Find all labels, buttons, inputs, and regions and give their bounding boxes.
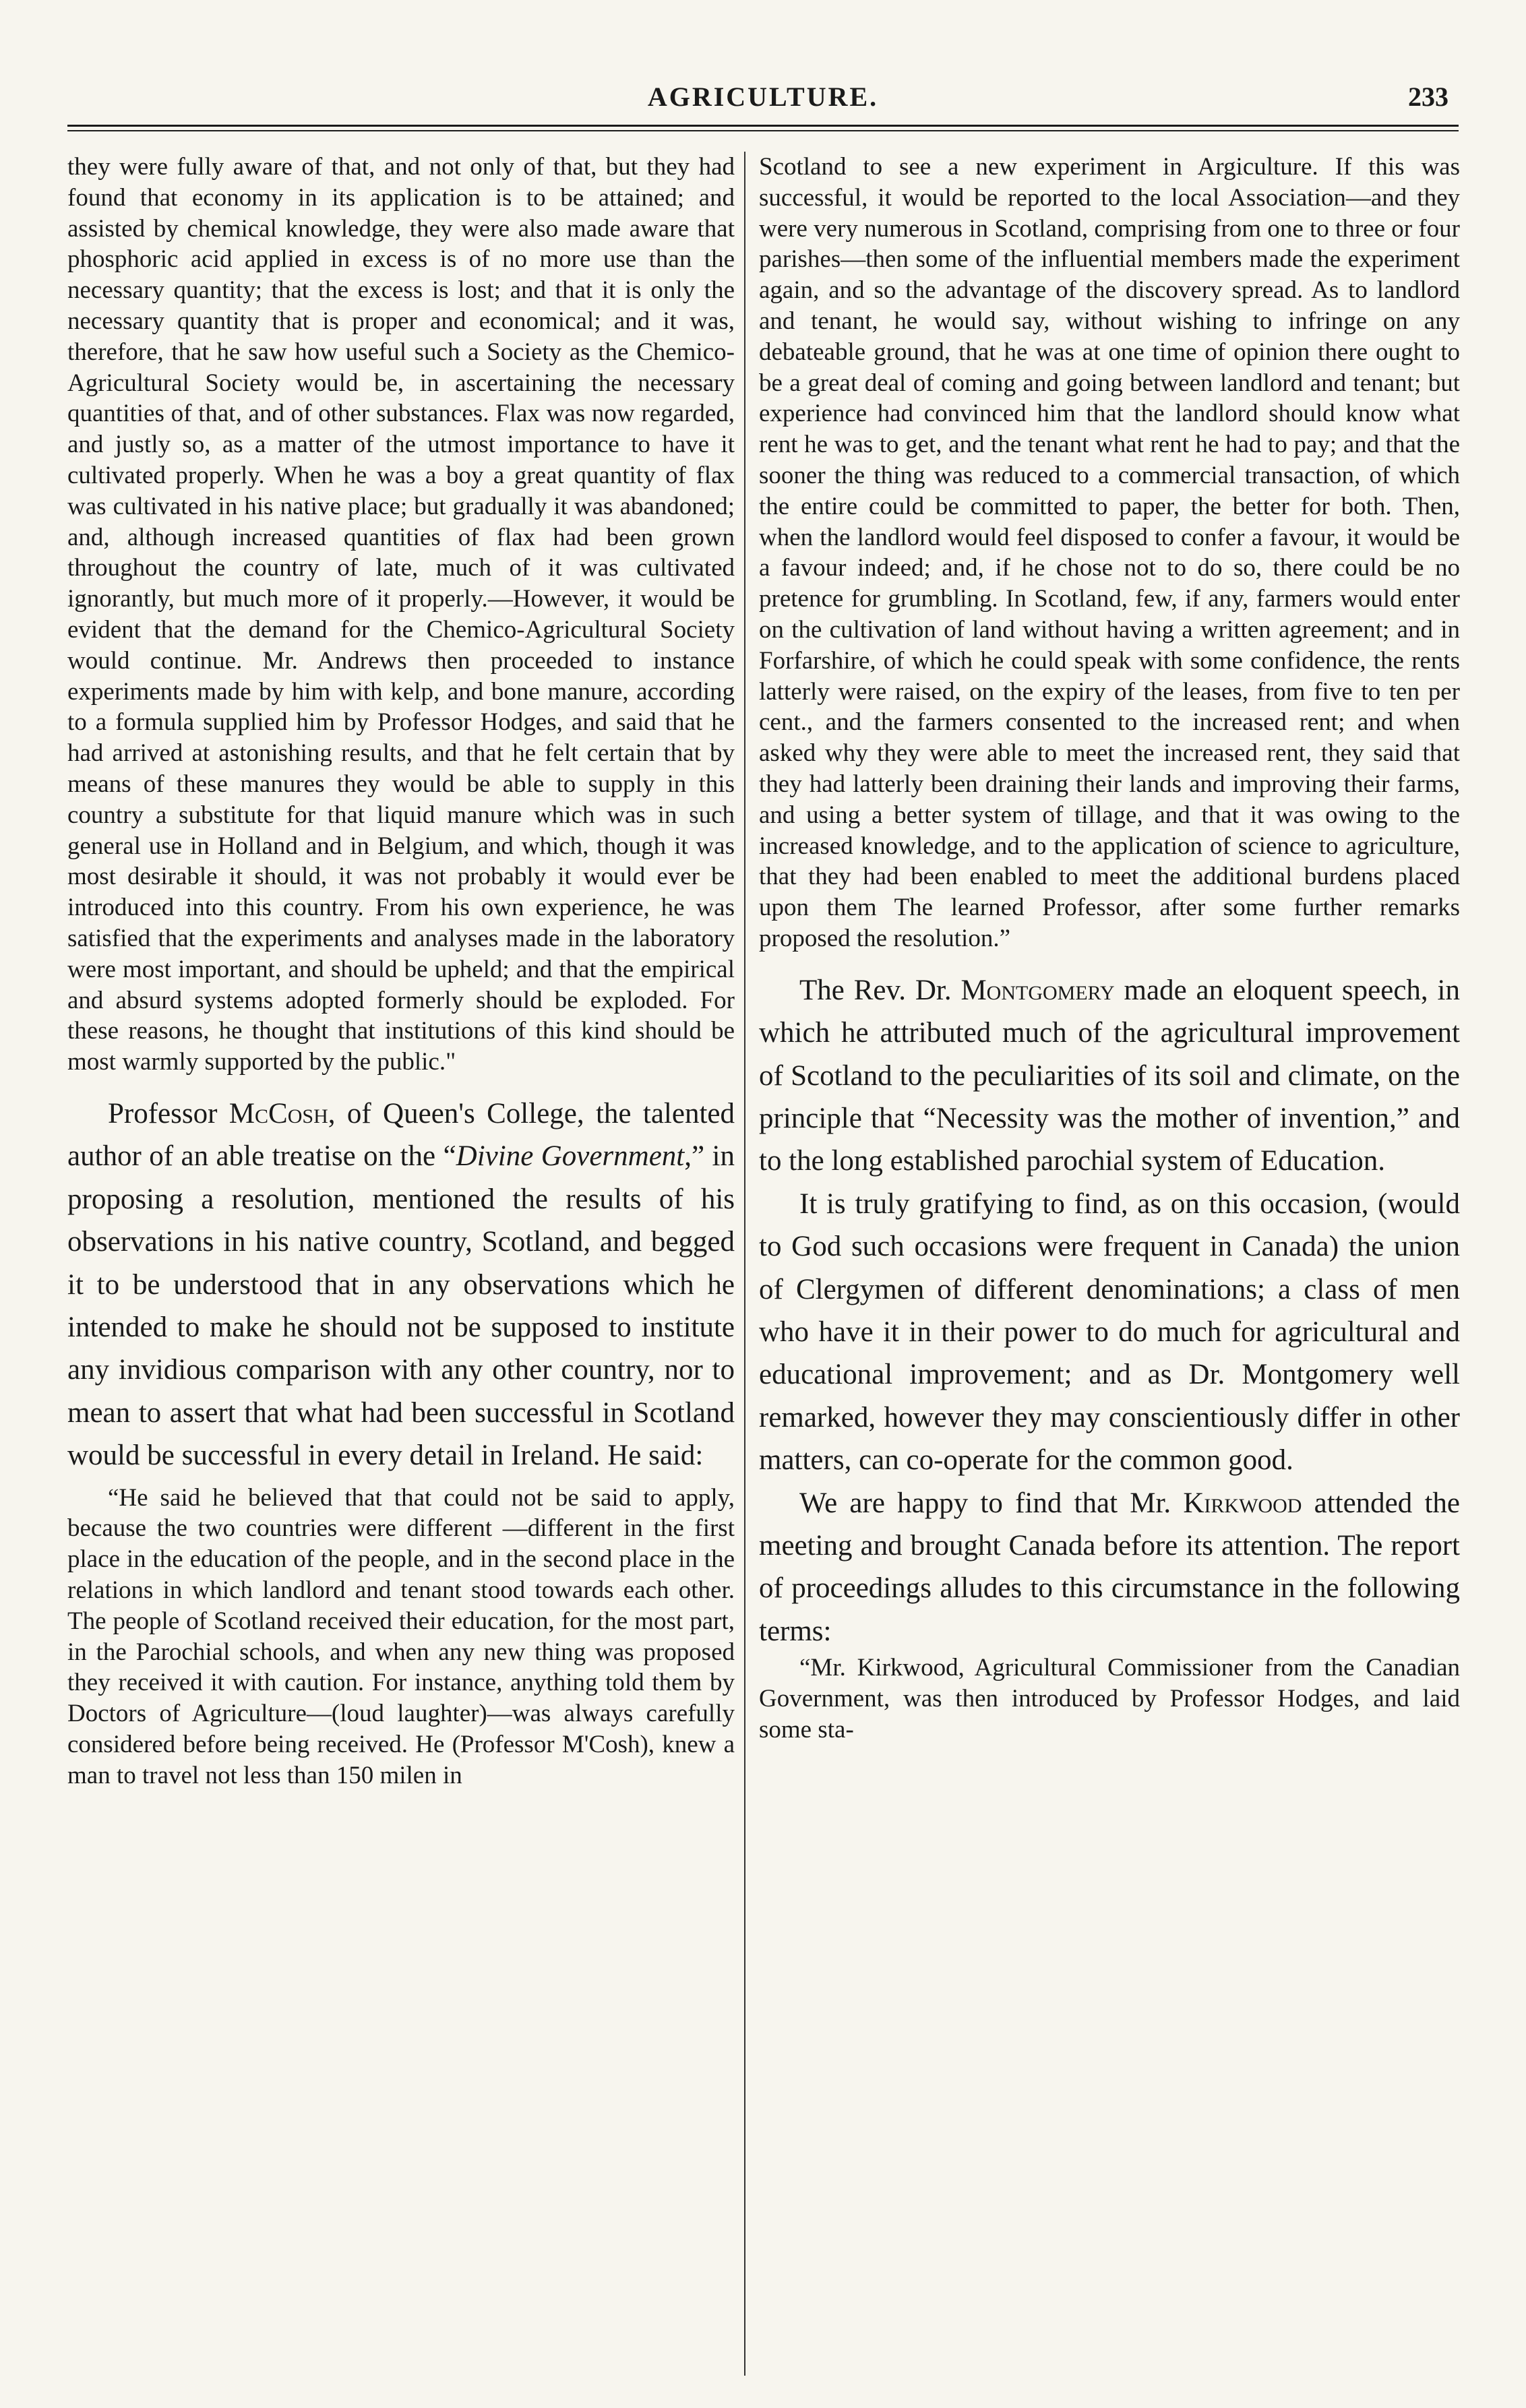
right-paragraph-5: “Mr. Kirkwood, Agricultural Commissioner from the Canadian Government, was then introduced by Professor Hodges, and laid some sta- (759, 1654, 1460, 1743)
left-column (67, 152, 735, 2386)
right-paragraph-4-start: We are happy to find that Mr. (799, 1487, 1184, 1519)
right-paragraph-4-end: attended the meeting and brought Canada before its attention. The report of proceedings alludes to this circumstance in the following terms: (759, 1487, 1460, 1647)
header-rule-top (67, 125, 1459, 127)
left-paragraph-2 (67, 1092, 735, 1477)
page-title: AGRICULTURE. (647, 82, 879, 112)
name-kirkwood: Kirkwood (1183, 1487, 1302, 1519)
column-divider (744, 152, 745, 2376)
right-column (759, 152, 1460, 2386)
running-header (67, 81, 1459, 121)
left-paragraph-3: “He said he believed that that could not be said to apply, because the two countries were different —different in the first place in the education of the people, and in the second place in the relations in which landlord and tenant stood towards each other. The people of Scotland received their education, for the most part, in the Parochial schools, and when any new thing was proposed they received it with caution. For instance, anything told them by Doctors of Agriculture—(loud laughter)—was always carefully considered before being received. He (Professor M'Cosh), knew a man to travel not less than 150 milen in (67, 1483, 735, 1789)
speaker-name-mccosh: McCosh (228, 1097, 328, 1130)
header-rule-bottom (67, 130, 1459, 131)
page-number: 233 (1408, 82, 1448, 112)
left-paragraph-2-mid: , of Queen's College, the talented author of an able treatise on the “ (67, 1097, 735, 1173)
right-paragraph-1: Scotland to see a new experiment in Argiculture. If this was successful, it would be reported to the local Association—and they were very numerous in Scotland, comprising from one to three or four parishes—then some of the influential members made the experiment again, and so the advantage of the discovery spread. As to landlord and tenant, he would say, without wishing to infringe on any debateable ground, that he was at one time of opinion there ought to be a great deal of coming and going between landlord and tenant; but experience had convinced him that the landlord should know what rent he was to get, and the tenant what rent he had to pay; and that the sooner the thing was reduced to a commercial transaction, of which the entire could be committed to paper, the better for both. Then, when the landlord would feel disposed to confer a favour, it would be a favour indeed; and, if he chose not to do so, there could be no pretence for grumbling. In Scotland, few, if any, farmers would enter on the cultivation of land without having a written agreement; and in Forfarshire, of which he could speak with some confidence, the rents latterly were raised, on the expiry of the leases, from five to ten per cent., and the farmers consented to the increased rent; and when asked why they were able to meet the increased rent, they said that they had latterly been draining their lands and improving their farms, and using a better system of tillage, and that it was owing to the increased knowledge, and to the application of science to agriculture, that they had been enabled to meet the additional burdens placed upon them The learned Professor, after some further remarks proposed the resolution.” (759, 153, 1460, 952)
right-paragraph-3: It is truly gratifying to find, as on this occasion, (would to God such occasions were frequent in Canada) the union of Clergymen of different denominations; a class of men who have it in their power to do much for agricultural and educational improvement; and as Dr. Montgomery well remarked, however they may conscientiously differ in other matters, can co-operate for the common good. (759, 1187, 1460, 1477)
right-paragraph-4 (759, 1482, 1460, 1653)
left-paragraph-2-start: Professor (108, 1097, 229, 1130)
right-paragraph-2-start: The Rev. Dr. (799, 974, 961, 1006)
left-paragraph-1: they were fully aware of that, and not only of that, but they had found that economy in its application is to be attained; and assisted by chemical knowledge, they were also made aware that phosphoric acid applied in excess is of no more use than the necessary quantity; that the excess is lost; and that it is only the necessary quantity that is proper and economical; and it was, therefore, that he saw how useful such a Society as the Chemico-Agricultural Society would be, in ascertaining the necessary quantities of that, and of other substances. Flax was now regarded, and justly so, as a matter of the utmost importance to have it cultivated properly. When he was a boy a great quantity of flax was cultivated in his native place; but gradually it was abandoned; and, although increased quantities of flax had been grown throughout the country of late, much of it was cultivated ignorantly, but much more of it properly.—However, it would be evident that the demand for the Chemico-Agricultural Society would continue. Mr. Andrews then proceeded to instance experiments made by him with kelp, and bone manure, according to a formula supplied him by Professor Hodges, and said that he had arrived at astonishing results, and that he felt certain that by means of these manures they would be able to supply in this country a substitute for that liquid manure which was in such general use in Holland and in Belgium, and which, though it was most desirable it should, it was not probably it would ever be introduced into this country. From his own experience, he was satisfied that the experiments and analyses made in the laboratory were most important, and should be upheld; and that the empirical and absurd systems adopted formerly should be exploded. For these reasons, he thought that institutions of this kind should be most warmly supported by the public." (67, 153, 735, 1076)
speaker-name-montgomery: Montgomery (960, 974, 1115, 1006)
right-paragraph-2 (759, 969, 1460, 1183)
left-paragraph-2-end: ,” in proposing a resolution, mentioned the results of his observations in his native country, Scotland, and begged it to be understood that in any observations which he intended to make he should not be supposed to institute any invidious comparison with any other country, nor to mean to assert that what had been successful in Scotland would be successful in every detail in Ireland. He said: (67, 1140, 735, 1472)
treatise-title: Divine Government (456, 1140, 685, 1173)
right-paragraph-2-end: made an eloquent speech, in which he attributed much of the agricultural improvement of Scotland to the peculiarities of its soil and climate, on the principle that “Necessity was the mother of invention,” and to the long established parochial system of Education. (759, 974, 1460, 1177)
